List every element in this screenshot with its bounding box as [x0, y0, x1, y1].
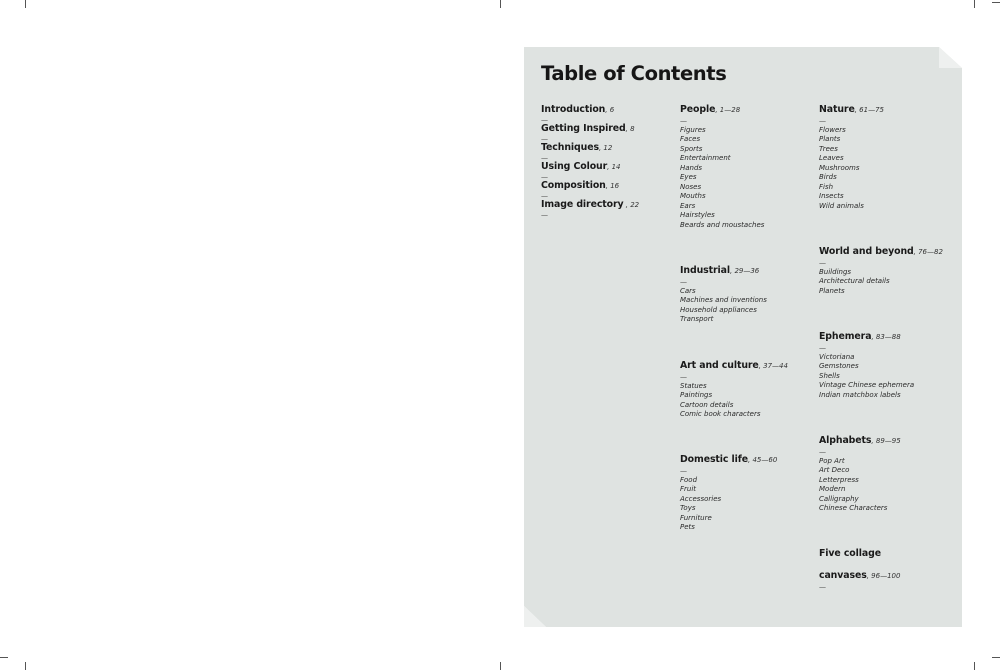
crop-mark [500, 662, 501, 670]
subitem[interactable]: Hands [680, 163, 703, 172]
subitem[interactable]: Statues [680, 382, 707, 390]
subitem[interactable]: Leaves [819, 154, 844, 163]
subitem[interactable]: Flowers [819, 126, 846, 134]
subitem[interactable]: Cartoon details [680, 400, 734, 409]
section-heading: Alphabets [819, 435, 872, 446]
section-dash: — [680, 373, 687, 381]
subitem[interactable]: Victoriana [819, 353, 855, 361]
toc-section-people[interactable] [680, 100, 815, 230]
subitem[interactable]: Gemstones [819, 362, 859, 371]
subitem[interactable]: Noses [680, 182, 702, 191]
section-heading: Ephemera [819, 331, 872, 342]
section-heading-line2: canvases [819, 570, 867, 581]
toc-section-domestic-life[interactable] [680, 450, 815, 533]
subitem[interactable]: Wild animals [819, 201, 864, 210]
subitem[interactable]: Insects [819, 192, 844, 201]
entry-page: , 16 [605, 182, 620, 190]
subitem[interactable]: Trees [819, 144, 838, 153]
page-fold-top-right [939, 47, 962, 68]
section-pages: , 76—82 [913, 248, 943, 256]
entry-page: , 12 [598, 144, 613, 152]
crop-mark [25, 662, 26, 670]
entry-heading: Getting Inspired [541, 123, 626, 134]
subitem[interactable]: Paintings [680, 391, 713, 400]
entry-heading: Techniques [541, 142, 599, 153]
crop-mark [25, 0, 26, 8]
subitem[interactable]: Mushrooms [819, 163, 860, 172]
page-title: Table of Contents [541, 62, 727, 85]
toc-section-five-collage-canvases[interactable] [819, 544, 954, 592]
toc-section-industrial[interactable] [680, 261, 815, 325]
subitem[interactable]: Hairstyles [680, 211, 715, 220]
entry-page: , 8 [625, 125, 635, 133]
section-heading: Five collage [819, 548, 881, 559]
toc-column-3 [819, 100, 954, 590]
toc-section-art-and-culture[interactable] [680, 356, 815, 420]
crop-mark [992, 2, 1000, 3]
entry-page: , 22 [623, 201, 640, 209]
subitem[interactable]: Transport [680, 315, 714, 324]
subitem[interactable]: Fish [819, 182, 834, 191]
entry-page: , 14 [607, 163, 621, 171]
section-heading: Nature [819, 104, 855, 115]
toc-section-nature[interactable] [819, 100, 954, 211]
section-heading: Art and culture [680, 360, 759, 371]
toc-column-2 [680, 100, 815, 540]
section-heading: World and beyond [819, 246, 914, 257]
toc-section-ephemera[interactable] [819, 327, 954, 400]
subitem[interactable]: Plants [819, 135, 841, 144]
subitem[interactable]: Mouths [680, 192, 706, 201]
subitem[interactable]: Architectural details [819, 277, 890, 286]
subitem[interactable]: Planets [819, 286, 845, 295]
subitem[interactable]: Beards and moustaches [680, 220, 765, 229]
subitem[interactable]: Indian matchbox labels [819, 390, 901, 399]
subitem[interactable]: Pop Art [819, 457, 845, 465]
section-heading: People [680, 104, 716, 115]
subitem[interactable]: Shells [819, 371, 840, 380]
subitem[interactable]: Cars [680, 287, 696, 295]
subitem[interactable]: Comic book characters [680, 410, 761, 419]
subitem[interactable]: Letterpress [819, 475, 859, 484]
section-dash: — [680, 467, 687, 475]
subitem[interactable]: Vintage Chinese ephemera [819, 381, 915, 390]
section-dash: — [819, 259, 826, 267]
subitem[interactable]: Eyes [680, 173, 697, 182]
subitem[interactable]: Birds [819, 173, 837, 182]
subitem[interactable]: Food [680, 476, 698, 484]
entry-heading: Introduction [541, 104, 606, 115]
entry-dash: — [541, 135, 548, 143]
entry-heading: Using Colour [541, 161, 608, 172]
section-pages: , 96—100 [866, 572, 901, 580]
section-heading: Domestic life [680, 454, 749, 465]
section-pages: , 1—28 [715, 106, 741, 114]
section-pages: , 37—44 [758, 362, 788, 370]
crop-mark [974, 662, 975, 670]
entry-dash: — [541, 192, 548, 200]
section-dash: — [680, 278, 687, 286]
crop-mark [974, 0, 975, 8]
crop-mark [500, 0, 501, 8]
section-pages: , 61—75 [854, 106, 884, 114]
entry-dash: — [541, 154, 548, 162]
entry-dash: — [541, 211, 548, 219]
section-dash: — [680, 117, 687, 125]
subitem[interactable]: Sports [680, 144, 703, 153]
subitem[interactable]: Fruit [680, 485, 697, 494]
section-pages: , 83—88 [871, 333, 901, 341]
subitem[interactable]: Furniture [680, 513, 712, 522]
subitem[interactable]: Figures [680, 126, 706, 134]
crop-mark [0, 657, 8, 658]
toc-section-alphabets[interactable] [819, 431, 954, 514]
subitem[interactable]: Accessories [680, 494, 722, 503]
subitem[interactable]: Household appliances [680, 305, 757, 314]
subitem[interactable]: Art Deco [819, 466, 850, 475]
entry-dash: — [541, 173, 548, 181]
section-dash: — [819, 448, 826, 456]
subitem[interactable]: Modern [819, 485, 846, 494]
section-pages: , 29—36 [730, 267, 760, 275]
subitem[interactable]: Entertainment [680, 154, 731, 163]
section-pages: , 89—95 [871, 437, 901, 445]
section-pages: , 45—60 [748, 456, 778, 464]
subitem[interactable]: Pets [680, 523, 695, 532]
section-dash: — [819, 344, 826, 352]
subitem[interactable]: Ears [680, 201, 696, 210]
subitem[interactable]: Buildings [819, 268, 852, 276]
section-heading: Industrial [680, 265, 730, 276]
subitem[interactable]: Faces [680, 135, 701, 144]
section-dash: — [819, 117, 826, 125]
subitem[interactable]: Toys [680, 504, 696, 513]
entry-heading: Composition [541, 180, 606, 191]
crop-mark [992, 657, 1000, 658]
entry-heading: Image directory [541, 199, 624, 210]
toc-section-world-and-beyond[interactable] [819, 242, 954, 296]
section-dash: — [819, 583, 826, 591]
entry-page: , 6 [605, 106, 615, 114]
toc-entry-image-directory[interactable] [541, 192, 640, 219]
entry-dash: — [541, 116, 548, 124]
subitem[interactable]: Calligraphy [819, 494, 859, 503]
subitem[interactable]: Chinese Characters [819, 504, 888, 513]
subitem[interactable]: Machines and inventions [680, 296, 767, 305]
